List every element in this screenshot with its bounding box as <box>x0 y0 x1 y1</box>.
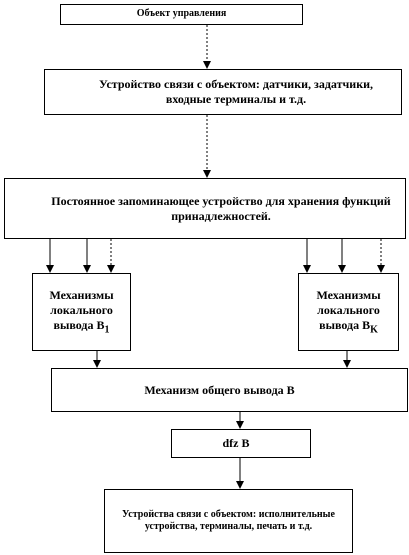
input-interface-box <box>44 69 402 115</box>
input-interface-label: Устройство связи с объектом: датчики, задатчики, входные терминалы и т.д. <box>98 77 374 106</box>
local-output-k-subscript: K <box>370 323 378 335</box>
local-output-1-label <box>33 288 130 337</box>
rom-box <box>4 178 406 239</box>
local-output-k-box <box>298 273 399 351</box>
local-output-1-text: Механизмы локального вывода B <box>49 287 114 332</box>
local-output-1-box <box>32 273 131 351</box>
local-output-1-subscript: 1 <box>104 323 110 335</box>
rom-label: Постоянное запоминающее устройство для хранения функций принадлежностей. <box>51 193 391 223</box>
local-output-k-text: Механизмы локального вывода B <box>316 287 381 332</box>
output-interface-box <box>104 489 353 553</box>
defuzzification-label: dfz B <box>222 436 250 450</box>
local-output-k-label <box>299 288 398 337</box>
defuzzification-box <box>171 429 311 458</box>
general-output-label: Механизм общего вывода B <box>144 382 295 397</box>
output-interface-label: Устройства связи с объектом: исполнительные устройства, терминалы, печать и т.д. <box>122 508 335 532</box>
control-object-label: Объект управления <box>136 8 227 20</box>
general-output-box <box>51 368 408 412</box>
control-object-box <box>60 4 303 25</box>
